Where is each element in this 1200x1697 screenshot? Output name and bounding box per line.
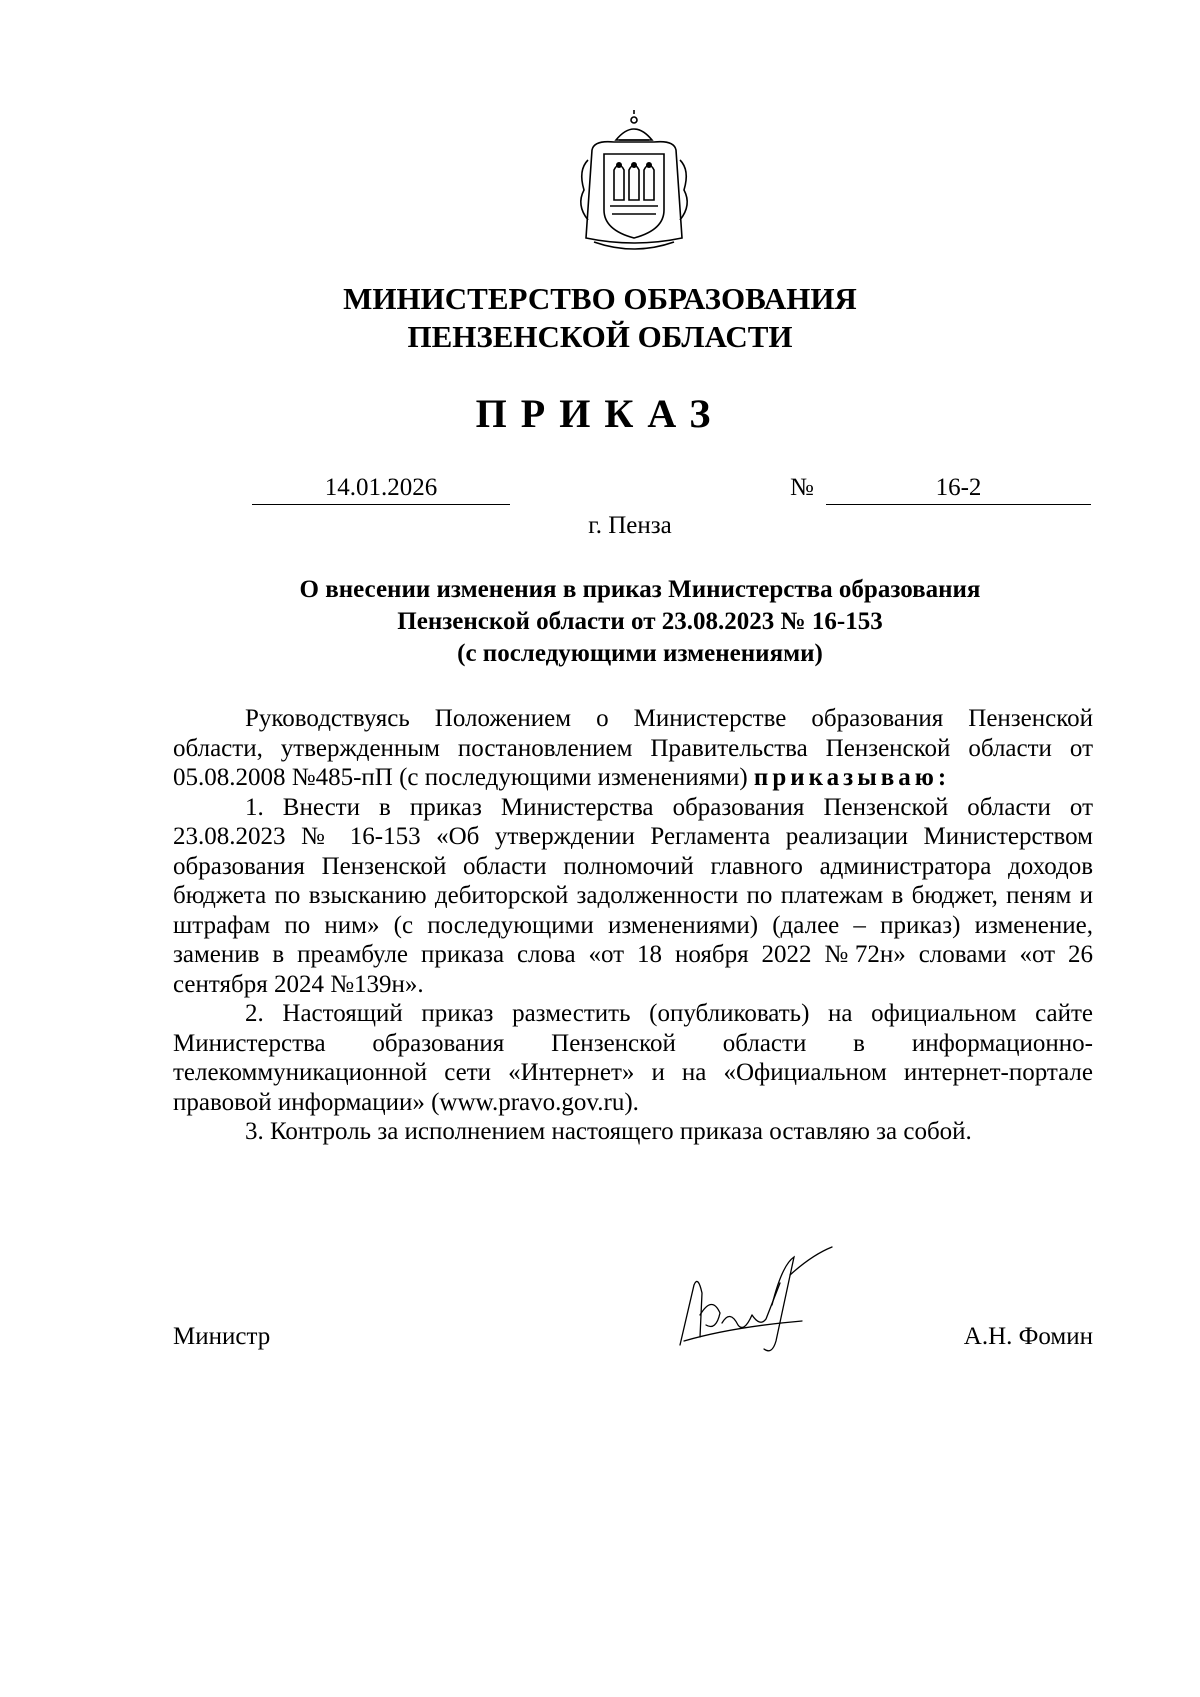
signatory-name: А.Н. Фомин [963, 1323, 1093, 1350]
document-number: 16-2 [826, 474, 1091, 505]
order-word: приказываю: [753, 764, 951, 791]
signature-block [173, 1322, 1093, 1356]
document-city: г. Пенза [588, 512, 672, 539]
coat-of-arms-icon [574, 110, 694, 255]
item-1: 1. Внести в приказ Министерства образования Пензенской области от 23.08.2023 № 16-153 «Об утверждении Регламента реализации Министерством образования Пензенской области полномочий главного администратора доходов бюджета по взысканию дебиторской задолженности по платежам в бюджет, пеням и штрафам по ним» (с последующими изменениями) (далее – приказ) изменение, заменив в преамбуле приказа слова «от 18 ноября 2022 №72н» словами «от 26 сентября 2024 №139н». [173, 793, 1093, 998]
title-line2: Пензенской области от 23.08.2023 № 16-153 [397, 608, 883, 635]
title-line3: (с последующими изменениями) [457, 640, 823, 667]
organization-name-line1: МИНИСТЕРСТВО ОБРАЗОВАНИЯ [343, 281, 857, 316]
signatory-position: Министр [173, 1323, 271, 1350]
document-body [173, 704, 1093, 1147]
preamble-text: Руководствуясь Положением о Министерстве образования Пензенской области, утвержденным постановлением Правительства Пензенской области от 05.08.2008 №485-пП (с последующими изменениями) [173, 705, 1093, 791]
title-line1: О внесении изменения в приказ Министерства образования [299, 576, 981, 603]
preamble-paragraph [173, 704, 1093, 793]
organization-name-line2: ПЕНЗЕНСКОЙ ОБЛАСТИ [407, 319, 793, 354]
item-3: 3. Контроль за исполнением настоящего приказа оставляю за собой. [245, 1118, 972, 1145]
document-title [180, 574, 1100, 670]
document-date: 14.01.2026 [252, 474, 510, 505]
item-2: 2. Настоящий приказ разместить (опубликовать) на официальном сайте Министерства образования Пензенской области в информационно-телекоммуникационной сети «Интернет» и на «Официальном интернет-портале правовой информации» (www.pravo.gov.ru). [173, 1000, 1093, 1116]
document-type: ПРИКАЗ [475, 391, 725, 436]
number-sign: № [790, 474, 814, 501]
